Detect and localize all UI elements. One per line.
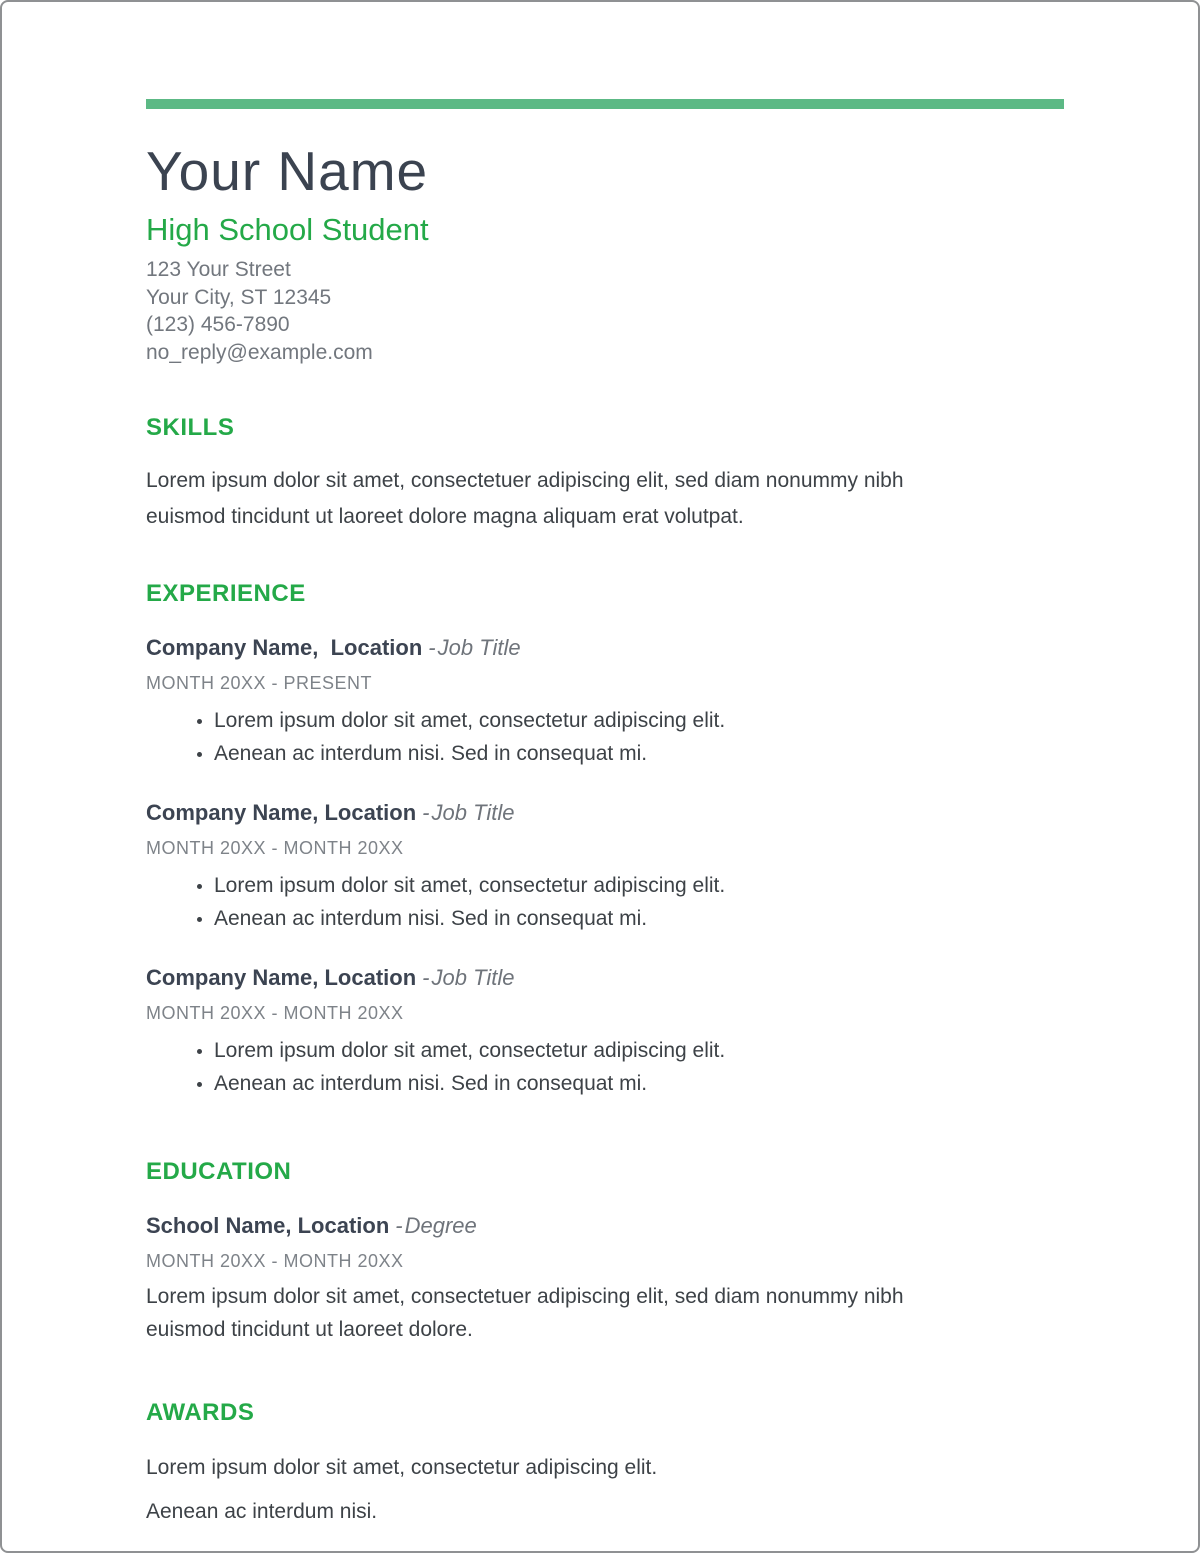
education-entry-title <box>146 1212 1058 1240</box>
education-entry <box>146 1212 1058 1346</box>
experience-entry <box>146 799 1058 935</box>
job-title: Job Title <box>431 965 515 990</box>
headline-title: High School Student <box>146 212 429 247</box>
experience-bullet: • Aenean ac interdum nisi. Sed in consequat mi. <box>214 737 1058 770</box>
company-name: Company Name, Location <box>146 800 417 825</box>
section-skills <box>146 413 1058 535</box>
person-name: Your Name <box>146 140 429 202</box>
experience-heading: EXPERIENCE <box>146 580 306 607</box>
experience-bullet: • Lorem ipsum dolor sit amet, consectetur adipiscing elit. <box>214 869 1058 902</box>
title-separator: - <box>422 800 430 825</box>
section-awards <box>146 1398 1058 1526</box>
awards-line: Aenean ac interdum nisi. <box>146 1500 378 1523</box>
experience-bullet: • Aenean ac interdum nisi. Sed in consequat mi. <box>214 902 1058 935</box>
degree: Degree <box>404 1213 477 1238</box>
contact-phone: (123) 456-7890 <box>146 313 290 336</box>
resume-header <box>146 140 1058 366</box>
experience-bullet: • Lorem ipsum dolor sit amet, consectetur adipiscing elit. <box>214 704 1058 737</box>
skills-body: Lorem ipsum dolor sit amet, consectetuer adipiscing elit, sed diam nonummy nibh euismod tincidunt ut laoreet dolore magna aliquam erat volutpat. <box>146 469 904 528</box>
resume-content <box>2 2 1198 1526</box>
company-name: Company Name, Location <box>146 635 423 660</box>
school-name: School Name, Location <box>146 1213 390 1238</box>
experience-dates: MONTH 20XX - MONTH 20XX <box>146 1003 404 1023</box>
contact-block <box>146 256 1058 366</box>
section-education <box>146 1157 1058 1346</box>
accent-bar <box>146 99 1064 109</box>
education-dates: MONTH 20XX - MONTH 20XX <box>146 1251 404 1271</box>
education-heading: EDUCATION <box>146 1158 292 1185</box>
experience-entry-title <box>146 634 1058 662</box>
contact-city: Your City, ST 12345 <box>146 285 332 309</box>
company-name: Company Name, Location <box>146 965 417 990</box>
skills-heading: SKILLS <box>146 414 235 441</box>
contact-email: no_reply@example.com <box>146 340 373 364</box>
experience-bullet: • Aenean ac interdum nisi. Sed in consequat mi. <box>214 1067 1058 1100</box>
experience-bullet: • Lorem ipsum dolor sit amet, consectetur adipiscing elit. <box>214 1034 1058 1067</box>
section-experience <box>146 579 1058 1100</box>
title-separator: - <box>428 635 436 660</box>
experience-dates: MONTH 20XX - MONTH 20XX <box>146 838 404 858</box>
awards-heading: AWARDS <box>146 1399 255 1426</box>
job-title: Job Title <box>437 635 521 660</box>
experience-dates: MONTH 20XX - PRESENT <box>146 673 373 693</box>
experience-bullet-list <box>146 704 1058 770</box>
experience-bullet-list <box>146 1034 1058 1100</box>
experience-entry <box>146 964 1058 1100</box>
job-title: Job Title <box>431 800 515 825</box>
contact-street: 123 Your Street <box>146 258 291 281</box>
title-separator: - <box>395 1213 403 1238</box>
experience-bullet-list <box>146 869 1058 935</box>
awards-line: Lorem ipsum dolor sit amet, consectetur adipiscing elit. <box>146 1456 658 1479</box>
experience-entry <box>146 634 1058 770</box>
education-body: Lorem ipsum dolor sit amet, consectetuer adipiscing elit, sed diam nonummy nibh euismod tincidunt ut laoreet dolore. <box>146 1285 904 1341</box>
experience-entry-title <box>146 799 1058 827</box>
experience-entry-title <box>146 964 1058 992</box>
title-separator: - <box>422 965 430 990</box>
